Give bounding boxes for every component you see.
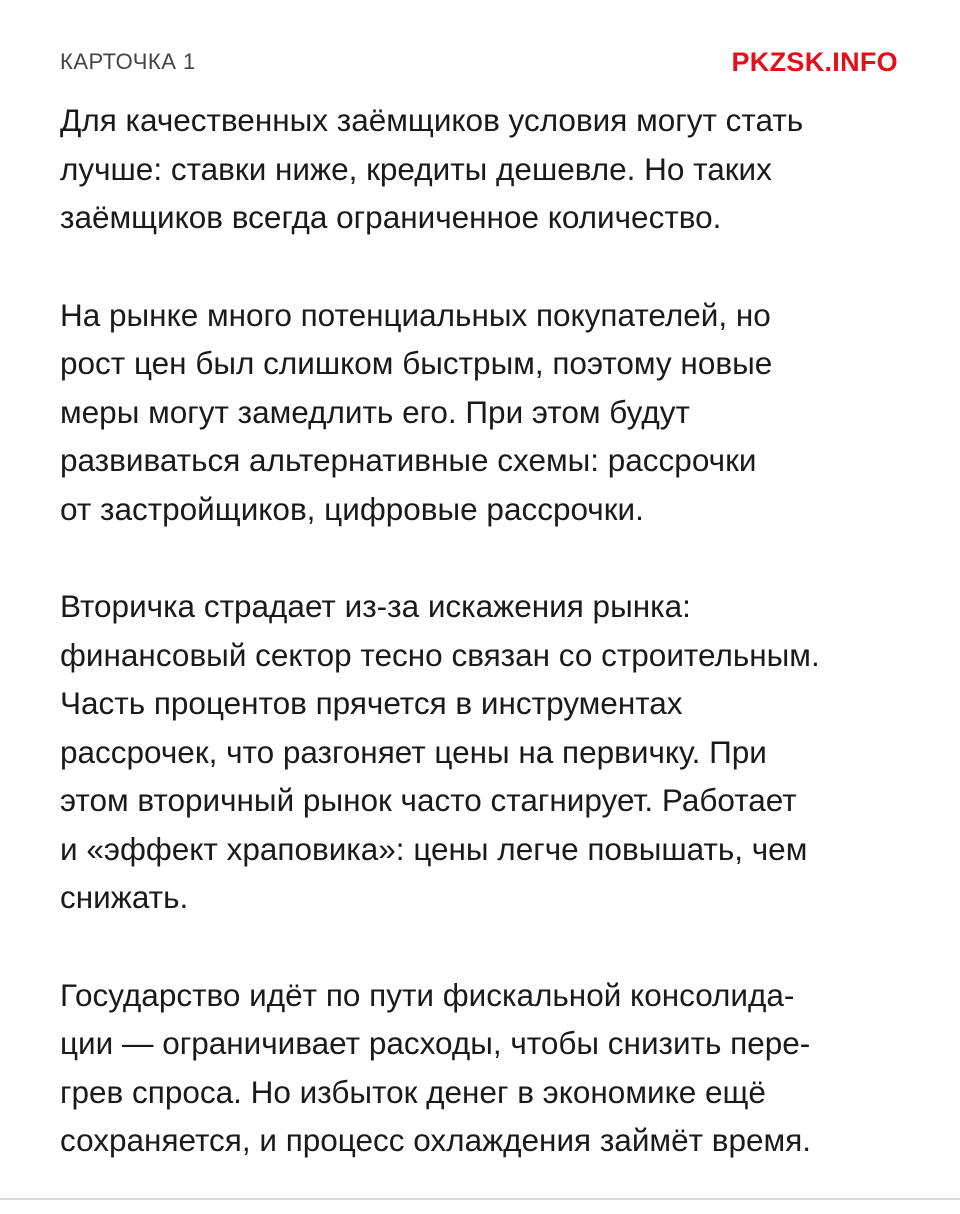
paragraph-market-buyers: На рынке много потенциальных покупателей, но рост цен был слишком быстрым, поэтому новые меры могут замедлить его. При этом будут развиваться альтернативные схемы: рассрочки от застройщиков, цифровые рассрочки. <box>60 296 773 527</box>
card-header <box>60 44 898 80</box>
paragraph-fiscal-consolidation: Государство идёт по пути фискальной консолида- ции — ограничивает расходы, чтобы снизить пере- грев спроса. Но избыток денег в экономике ещё сохраняется, и процесс охлаждения займёт время. <box>60 976 812 1158</box>
brand-logo-text: PKZSK.INFO <box>731 46 898 77</box>
paragraph-borrowers: Для качественных заёмщиков условия могут стать лучше: ставки ниже, кредиты дешевле. Но таких заёмщиков всегда ограниченное количество. <box>60 102 804 235</box>
card-number-label: КАРТОЧКА 1 <box>60 49 196 74</box>
card-body <box>60 96 910 1214</box>
paragraph-secondary-market: Вторичка страдает из-за искажения рынка: финансовый сектор тесно связан со строительным. Часть процентов прячется в инструментах рассрочек, что разгоняет цены на первичку. При этом вторичный рынок часто стагнирует. Работает и «эффект храповика»: цены легче повышать, чем снижать. <box>60 588 820 915</box>
